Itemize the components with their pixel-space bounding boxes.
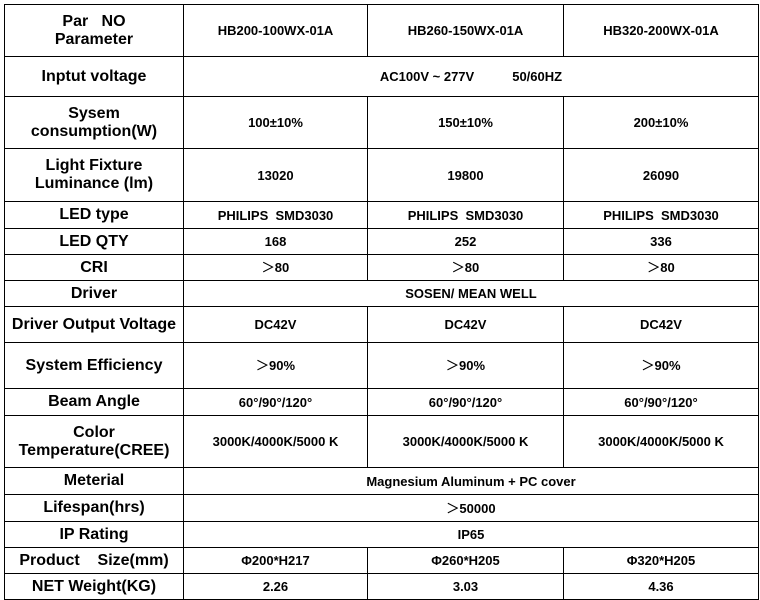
- label-consumption-line1: Sysem: [68, 104, 120, 122]
- label-material: Meterial: [5, 468, 184, 495]
- driver-voltage-value-2: DC42V: [368, 307, 564, 343]
- row-led-type: [5, 202, 759, 229]
- consumption-value-1: 100±10%: [184, 97, 368, 149]
- label-luminance-line1: Light Fixture: [45, 157, 143, 174]
- led-type-value-1: PHILIPS SMD3030: [184, 202, 368, 229]
- row-efficiency: [5, 343, 759, 389]
- luminance-value-1: 13020: [184, 149, 368, 202]
- row-beam-angle: [5, 389, 759, 416]
- label-efficiency: System Efficiency: [5, 343, 184, 389]
- row-input-voltage: [5, 57, 759, 97]
- row-material: [5, 468, 759, 495]
- label-consumption-line2: consumption(W): [30, 122, 158, 140]
- label-color-temp: [5, 416, 184, 468]
- led-type-value-2: PHILIPS SMD3030: [368, 202, 564, 229]
- label-color-temp-line1: Color: [73, 423, 115, 441]
- label-size: Product Size(mm): [5, 548, 184, 574]
- label-led-qty: LED QTY: [5, 229, 184, 255]
- corner-label-top: Par NO: [62, 12, 126, 30]
- consumption-value-3: 200±10%: [564, 97, 759, 149]
- luminance-value-3: 26090: [564, 149, 759, 202]
- color-temp-value-2: 3000K/4000K/5000 K: [368, 416, 564, 468]
- driver-value: SOSEN/ MEAN WELL: [184, 281, 759, 307]
- lifespan-value: ＞50000: [184, 495, 759, 522]
- corner-header-cell: [5, 5, 184, 57]
- row-driver: [5, 281, 759, 307]
- size-value-2: Φ260*H205: [368, 548, 564, 574]
- driver-voltage-value-1: DC42V: [184, 307, 368, 343]
- size-value-1: Φ200*H217: [184, 548, 368, 574]
- beam-angle-value-3: 60°/90°/120°: [564, 389, 759, 416]
- label-color-temp-line2: Temperature(CREE): [18, 441, 170, 459]
- row-led-qty: [5, 229, 759, 255]
- label-lifespan: Lifespan(hrs): [5, 495, 184, 522]
- weight-value-3: 4.36: [564, 574, 759, 600]
- label-ip-rating: IP Rating: [5, 522, 184, 548]
- row-driver-voltage: [5, 307, 759, 343]
- material-value: Magnesium Aluminum + PC cover: [184, 468, 759, 495]
- header-row: [5, 5, 759, 57]
- efficiency-value-3: ＞90%: [564, 343, 759, 389]
- row-cri: [5, 255, 759, 281]
- input-frequency: 50/60HZ: [512, 69, 563, 84]
- value-input-voltage: [184, 57, 759, 97]
- label-beam-angle: Beam Angle: [5, 389, 184, 416]
- model-header-2: HB260-150WX-01A: [368, 5, 564, 57]
- label-input-voltage: Inptut voltage: [5, 57, 184, 97]
- row-size: [5, 548, 759, 574]
- label-luminance-line2: Luminance (lm): [34, 175, 154, 192]
- label-consumption: [5, 97, 184, 149]
- color-temp-value-3: 3000K/4000K/5000 K: [564, 416, 759, 468]
- cri-value-3: ＞80: [564, 255, 759, 281]
- row-lifespan: [5, 495, 759, 522]
- label-weight: NET Weight(KG): [5, 574, 184, 600]
- model-header-1: HB200-100WX-01A: [184, 5, 368, 57]
- led-qty-value-3: 336: [564, 229, 759, 255]
- beam-angle-value-1: 60°/90°/120°: [184, 389, 368, 416]
- weight-value-2: 3.03: [368, 574, 564, 600]
- beam-angle-value-2: 60°/90°/120°: [368, 389, 564, 416]
- spec-table: [4, 4, 759, 600]
- efficiency-value-2: ＞90%: [368, 343, 564, 389]
- row-ip-rating: [5, 522, 759, 548]
- label-driver-voltage: Driver Output Voltage: [5, 307, 184, 343]
- row-luminance: [5, 149, 759, 202]
- label-driver: Driver: [5, 281, 184, 307]
- label-led-type: LED type: [5, 202, 184, 229]
- label-luminance: [5, 149, 184, 202]
- consumption-value-2: 150±10%: [368, 97, 564, 149]
- led-type-value-3: PHILIPS SMD3030: [564, 202, 759, 229]
- row-consumption: [5, 97, 759, 149]
- ip-rating-value: IP65: [184, 522, 759, 548]
- cri-value-2: ＞80: [368, 255, 564, 281]
- efficiency-value-1: ＞90%: [184, 343, 368, 389]
- luminance-value-2: 19800: [368, 149, 564, 202]
- corner-label-bottom: Parameter: [54, 30, 134, 48]
- label-cri: CRI: [5, 255, 184, 281]
- row-color-temp: [5, 416, 759, 468]
- size-value-3: Φ320*H205: [564, 548, 759, 574]
- driver-voltage-value-3: DC42V: [564, 307, 759, 343]
- weight-value-1: 2.26: [184, 574, 368, 600]
- led-qty-value-1: 168: [184, 229, 368, 255]
- cri-value-1: ＞80: [184, 255, 368, 281]
- led-qty-value-2: 252: [368, 229, 564, 255]
- color-temp-value-1: 3000K/4000K/5000 K: [184, 416, 368, 468]
- input-voltage-range: AC100V ~ 277V: [379, 69, 475, 84]
- model-header-3: HB320-200WX-01A: [564, 5, 759, 57]
- row-weight: [5, 574, 759, 600]
